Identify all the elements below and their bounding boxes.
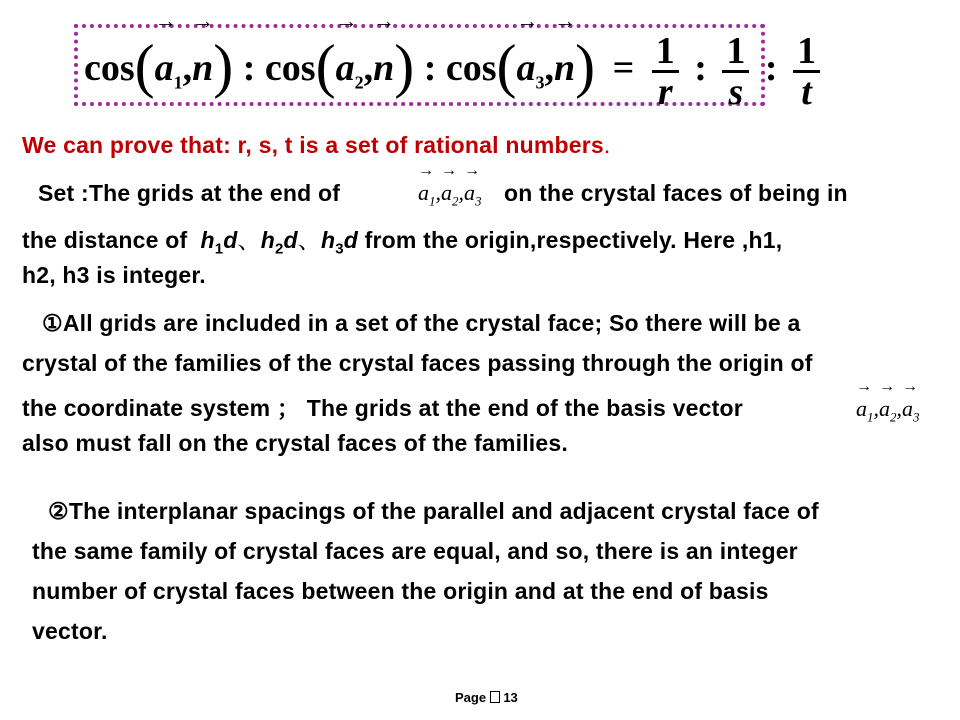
h1-subscript: 1 xyxy=(214,240,224,258)
h2: h xyxy=(260,227,275,253)
vector-a2: → a xyxy=(335,8,358,89)
para3-line3: number of crystal faces between the origin and at the end of basis xyxy=(32,578,769,604)
h1: h xyxy=(200,227,215,253)
para1-line1-b: on the crystal faces of being in xyxy=(504,180,848,206)
page-separator xyxy=(490,691,500,703)
d-1: d xyxy=(223,227,238,253)
d-3: d xyxy=(343,227,359,253)
vector-a1-inline: → $a_1$ xyxy=(418,162,436,209)
cos-2: cos xyxy=(264,47,316,89)
sep-1: 、 xyxy=(237,227,261,253)
colon-1: : xyxy=(242,47,256,89)
heading-text: We can prove that: r, s, t is a set of rational numbers xyxy=(22,132,604,158)
h3-subscript: 3 xyxy=(335,240,344,258)
vector-a3: → a xyxy=(516,8,539,89)
page-number: 13 xyxy=(503,690,518,705)
vector-a1-inline-2: → $a_1$ xyxy=(856,378,874,425)
a2-subscript: 2 xyxy=(354,72,364,93)
comma-1: , xyxy=(435,180,441,205)
para3-line1: ②The interplanar spacings of the parallel and adjacent crystal face of xyxy=(48,498,819,524)
cos-1: cos xyxy=(84,47,135,89)
para1-line2 xyxy=(22,222,782,258)
vector-n-1: → n xyxy=(192,8,215,89)
vector-a3-inline-2: → $a_3$ xyxy=(902,378,920,425)
equals-sign: = xyxy=(612,47,635,89)
h3: h xyxy=(321,227,336,253)
comma-2: , xyxy=(458,180,464,205)
sep-2: 、 xyxy=(297,227,321,253)
vector-n-2: → n xyxy=(373,8,396,89)
fraction-r: $\frac{1}{r}$ xyxy=(652,32,679,111)
comma-3: , xyxy=(873,396,879,421)
para1-line2-a: the distance of xyxy=(22,227,188,253)
para3-line4: vector. xyxy=(32,618,108,644)
equation: cos( → $a_1$, → n) : cos( → $a_2$, → n) : cos( → $a_3$, → n) = $\frac{1}{r}$ : $\frac{1}{s}$ : $\frac{1}{t}$ xyxy=(84,30,820,102)
para2-line4: also must fall on the crystal faces of the families. xyxy=(22,430,568,456)
a3-subscript: 3 xyxy=(535,72,545,93)
d-2: d xyxy=(283,227,298,253)
basis-vectors-inline-2 xyxy=(856,378,920,426)
vector-n-3: → n xyxy=(553,8,576,89)
comma-4: , xyxy=(896,396,902,421)
heading-period: . xyxy=(603,132,611,158)
para1-line1-a: Set :The grids at the end of xyxy=(38,180,341,206)
a1-subscript: 1 xyxy=(173,72,183,93)
para2-line3: the coordinate system ； The grids at the end of the basis vector xyxy=(22,395,743,421)
vector-a2-inline: → $a_2$ xyxy=(441,162,459,209)
page-label: Page xyxy=(455,690,487,705)
h2-subscript: 2 xyxy=(275,240,284,258)
para3-line2: the same family of crystal faces are equal, and so, there is an integer xyxy=(32,538,798,564)
para1-line3: h2, h3 is integer. xyxy=(22,262,206,288)
vector-a2-inline-2: → $a_2$ xyxy=(879,378,897,425)
para2-line1: ①All grids are included in a set of the crystal face; So there will be a xyxy=(42,310,801,336)
cos-3: cos xyxy=(445,47,497,89)
basis-vectors-inline-1 xyxy=(418,162,482,210)
para2-line2: crystal of the families of the crystal faces passing through the origin of xyxy=(22,350,813,376)
ratio-colon-2: : xyxy=(764,47,778,89)
vector-a1: → a xyxy=(154,8,177,89)
page-footer xyxy=(455,690,518,705)
fraction-s: $\frac{1}{s}$ xyxy=(722,32,749,111)
ratio-colon-1: : xyxy=(694,47,707,89)
vector-a3-inline: → $a_3$ xyxy=(464,162,482,209)
para1-line2-b: from the origin,respectively. Here ,h1, xyxy=(364,227,783,253)
heading xyxy=(22,132,610,159)
colon-2: : xyxy=(423,47,437,89)
fraction-t: $\frac{1}{t}$ xyxy=(793,32,820,111)
